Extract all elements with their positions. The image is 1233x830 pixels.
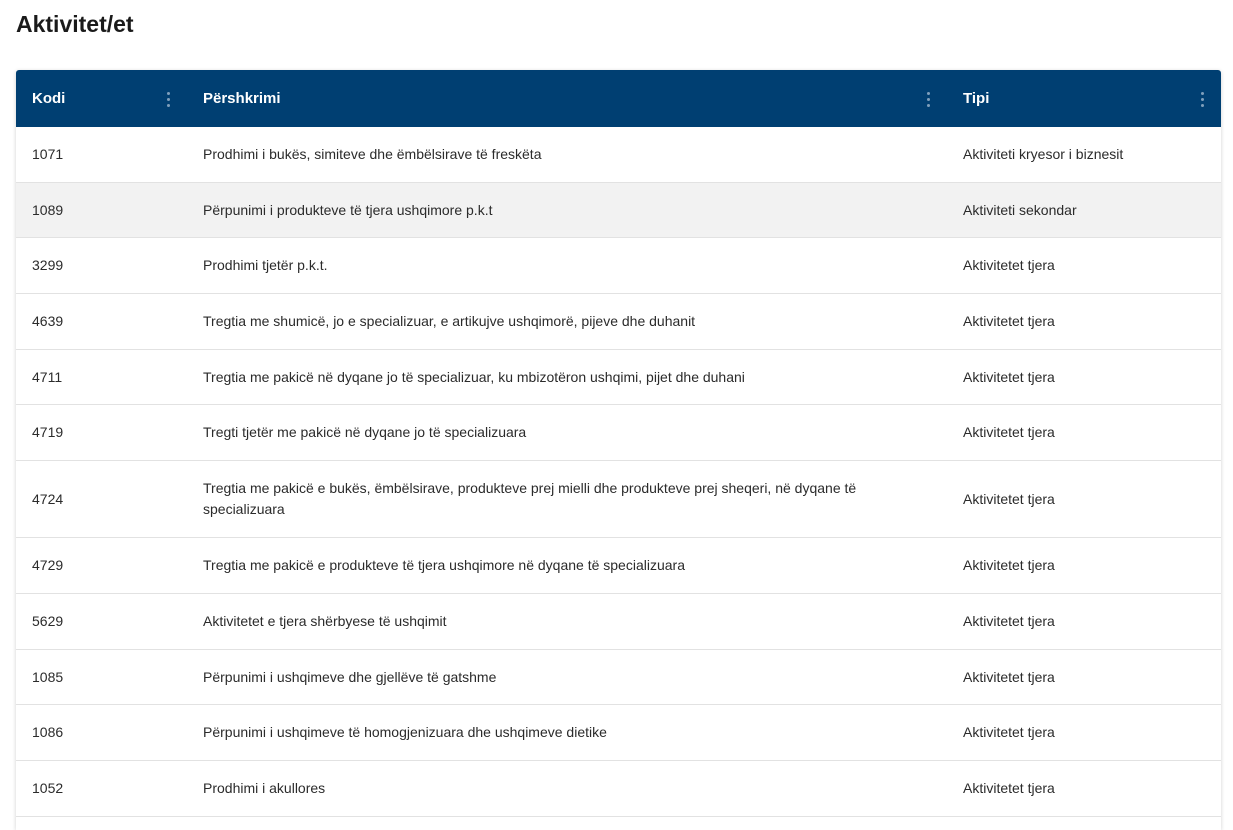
cell-pershkrimi: Prodhimi tjetër p.k.t. <box>203 257 328 273</box>
cell-tipi: Aktivitetet tjera <box>963 257 1055 273</box>
cell-pershkrimi: Përpunimi i ushqimeve dhe gjellëve të gatshme <box>203 668 497 685</box>
table-header <box>16 70 1221 127</box>
cell-pershkrimi: Tregtia me pakicë e produkteve të tjera ushqimore në dyqane të specializuara <box>203 557 685 573</box>
cell-pershkrimi: Tregti tjetër me pakicë në dyqane jo të specializuara <box>203 424 527 440</box>
cell-tipi: Aktivitetet tjera <box>963 490 1055 507</box>
page-title: Aktivitet/et <box>16 11 134 37</box>
cell-kodi: 1085 <box>32 668 64 685</box>
cell-pershkrimi: Aktivitetet e tjera shërbyese të ushqimit <box>203 613 447 629</box>
column-header-label: Përshkrimi <box>203 90 281 107</box>
cell-tipi: Aktiviteti sekondar <box>963 201 1077 218</box>
table-row[interactable] <box>16 650 1221 705</box>
cell-kodi: 1089 <box>32 201 64 218</box>
table-row[interactable] <box>16 183 1221 238</box>
cell-kodi: 1071 <box>32 146 64 162</box>
table-row[interactable] <box>16 461 1221 538</box>
kebab-vertical-icon[interactable] <box>159 88 177 110</box>
column-header-label: Tipi <box>963 90 990 107</box>
cell-tipi: Aktivitetet tjera <box>963 668 1055 685</box>
kebab-vertical-icon[interactable] <box>919 88 937 110</box>
cell-pershkrimi: Tregtia me shumicë, jo e specializuar, e artikujve ushqimorë, pijeve dhe duhanit <box>203 313 696 329</box>
cell-kodi: 4639 <box>32 313 64 329</box>
cell-kodi: 3299 <box>32 257 64 273</box>
cell-tipi: Aktivitetet tjera <box>963 613 1055 629</box>
cell-kodi: 5629 <box>32 613 64 629</box>
table-row[interactable] <box>16 761 1221 817</box>
cell-kodi: 1086 <box>32 724 64 740</box>
cell-tipi: Aktivitetet tjera <box>963 424 1055 440</box>
cell-pershkrimi: Prodhimi i bukës, simiteve dhe ëmbëlsirave të freskëta <box>203 146 542 162</box>
table-row[interactable] <box>16 350 1221 405</box>
column-header-tipi[interactable] <box>947 70 1221 127</box>
table-row[interactable] <box>16 405 1221 461</box>
cell-tipi: Aktivitetet tjera <box>963 780 1055 796</box>
cell-kodi: 1052 <box>32 780 64 796</box>
cell-tipi: Aktivitetet tjera <box>963 557 1055 573</box>
table-row[interactable] <box>16 294 1221 350</box>
table-row[interactable] <box>16 238 1221 294</box>
table-row[interactable] <box>16 705 1221 761</box>
column-header-pershkrimi[interactable] <box>187 70 947 127</box>
table-row[interactable] <box>16 538 1221 594</box>
column-header-label: Kodi <box>32 90 66 107</box>
cell-tipi: Aktiviteti kryesor i biznesit <box>963 146 1124 162</box>
cell-tipi: Aktivitetet tjera <box>963 313 1055 329</box>
kebab-vertical-icon[interactable] <box>1193 88 1211 110</box>
cell-kodi: 4729 <box>32 557 64 573</box>
cell-pershkrimi: Prodhimi i akullores <box>203 780 326 796</box>
cell-pershkrimi: Tregtia me pakicë në dyqane jo të specializuar, ku mbizotëron ushqimi, pijet dhe duhani <box>203 368 745 385</box>
cell-pershkrimi: Përpunimi i ushqimeve të homogjenizuara dhe ushqimeve dietike <box>203 724 607 740</box>
table-row[interactable] <box>16 127 1221 183</box>
column-header-kodi[interactable] <box>16 70 187 127</box>
cell-tipi: Aktivitetet tjera <box>963 724 1055 740</box>
cell-pershkrimi: Tregtia me pakicë e bukës, ëmbëlsirave, produkteve prej mielli dhe produkteve prej sheqeri, në dyqane të specializuara <box>203 480 857 517</box>
cell-kodi: 4719 <box>32 424 64 440</box>
table-body <box>16 127 1221 817</box>
activities-table <box>16 70 1221 830</box>
table-row[interactable] <box>16 594 1221 650</box>
cell-tipi: Aktivitetet tjera <box>963 368 1055 385</box>
cell-pershkrimi: Përpunimi i produkteve të tjera ushqimore p.k.t <box>203 201 493 218</box>
cell-kodi: 4711 <box>32 368 63 385</box>
cell-kodi: 4724 <box>32 490 64 507</box>
